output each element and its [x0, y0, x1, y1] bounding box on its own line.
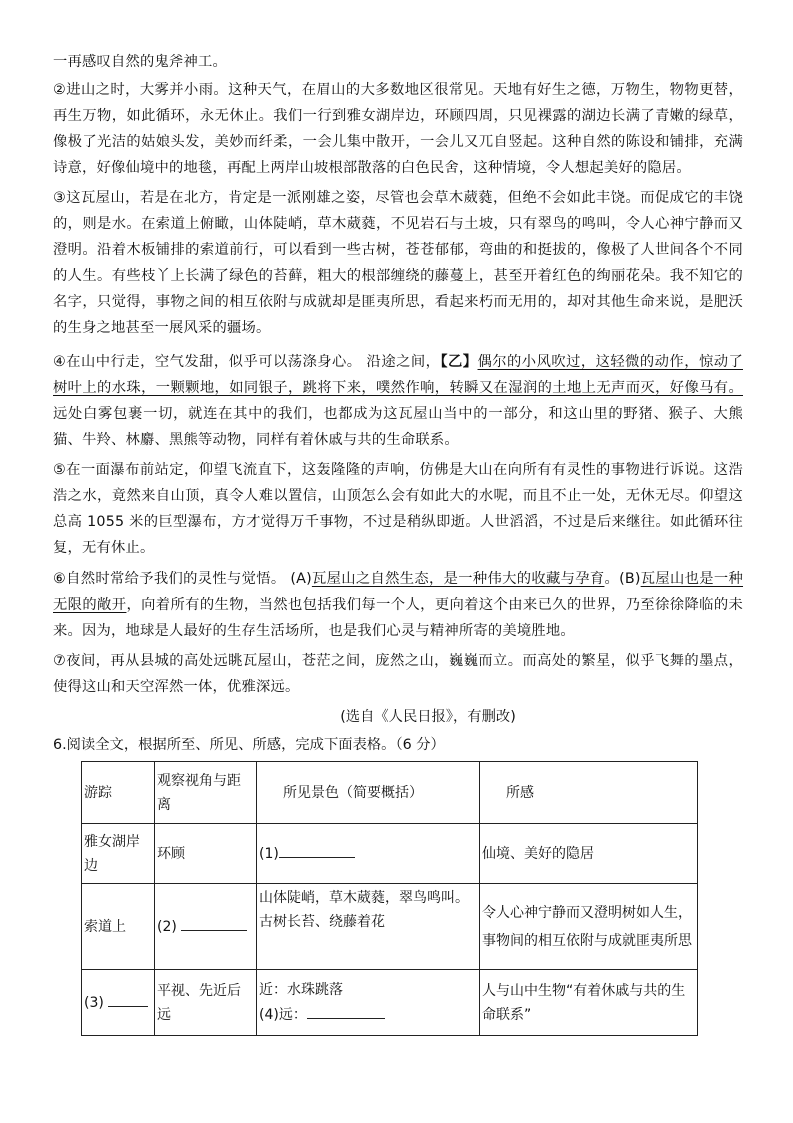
paragraph-4-mark-yi: 【乙】 [440, 354, 478, 370]
paragraph-2: ②进山之时，大雾并小雨。这种天气，在眉山的大多数地区很常见。天地有好生之德，万物生，物物更替，再生万物，如此循环，永无休止。我们一行到雅女湖岸边，环顾四周，只见裸露的湖边长满了青嫩的绿草，像极了光洁的姑娘头发，美妙而纤柔，一会儿集中散开，一会儿又兀自竖起。这种自然的陈设和铺排，充满诗意，好像仙境中的地毯，再配上两岸山坡根部散落的白色民舍，这种情境，令人想起美好的隐居。 [53, 82, 743, 176]
row2-feeling-line2: 事物间的相互依附与成就匪夷所思 [482, 932, 692, 949]
row1-place: 雅女湖岸边 [82, 824, 155, 884]
row3-scene [257, 970, 480, 1036]
row3-view: 平视、先近后远 [155, 970, 257, 1036]
paragraph-7: ⑦夜间，再从县城的高处远眺瓦屋山，苍茫之间，庞然之山，巍巍而立。而高处的繁星，似乎飞舞的墨点，使得这山和天空浑然一体，优雅深远。 [53, 653, 743, 695]
table-row [82, 884, 698, 970]
row3-feeling [480, 970, 698, 1036]
blank-2-label: (2) [157, 919, 177, 935]
answer-blank-4[interactable] [307, 1002, 385, 1019]
answer-table [81, 761, 698, 1036]
paragraph-3: ③这瓦屋山，若是在北方，肯定是一派刚雄之姿，尽管也会草木葳蕤，但绝不会如此丰饶。而促成它的丰饶的，则是水。在索道上俯瞰，山体陡峭，草木葳蕤，不见岩石与土坡，只有翠鸟的鸣叫，令人心神宁静而又澄明。沿着木板铺排的索道前行，可以看到一些古树，苍苍郁郁，弯曲的和挺拔的，像极了人世间各个不同的人生。有些枝丫上长满了绿色的苔藓，粗大的根部缠绕的藤蔓上，甚至开着红色的绚丽花朵。我不知它的名字，只觉得，事物之间的相互依附与成就却是匪夷所思，看起来朽而无用的，却对其他生命来说，是肥沃的生身之地甚至一展风采的疆场。 [53, 190, 743, 336]
table-header-row [82, 762, 698, 824]
paragraph-1-end: 一再感叹自然的鬼斧神工。 [53, 54, 227, 70]
row1-feeling: 仙境、美好的隐居 [480, 824, 698, 884]
row3-feeling-line1: 人与山中生物“有着休戚与共的生 [482, 982, 686, 999]
row2-scene-line1: 山体陡峭，草木葳蕤，翠鸟鸣叫。 [259, 890, 469, 906]
header-place: 游踪 [82, 762, 155, 824]
paragraph-4-text-b: 远处白雾包裹一切，就连在其中的我们，也都成为这瓦屋山当中的一部分，和这山里的野猪、猴子、大熊猫、牛羚、林麝、黑熊等动物，同样有着休戚与共的生命联系。 [53, 406, 743, 448]
paragraph-6-text-c: ，向着所有的生物，当然也包括我们每一个人，更向着这个由来已久的世界，乃至徐徐降临的未来。因为，地球是人最好的生存生活场所，也是我们心灵与精神所寄的美境胜地。 [53, 597, 744, 639]
table-row [82, 970, 698, 1036]
row2-place: 索道上 [82, 884, 155, 970]
row3-near: 近：水珠跳落 [259, 982, 343, 998]
source-citation: (选自《人民日报》，有删改) [340, 709, 516, 725]
row3-far [259, 1002, 477, 1027]
answer-blank-3[interactable] [108, 990, 148, 1007]
answer-blank-2[interactable] [181, 914, 247, 931]
blank-3-label: (3) [84, 995, 104, 1011]
paragraph-4-text-a: ④在山中行走，空气发甜，似乎可以荡涤身心。 沿途之间， [53, 354, 441, 370]
row3-feeling-line2: 命联系” [482, 1006, 532, 1023]
paragraph-6 [53, 566, 743, 644]
header-view: 观察视角与距离 [155, 762, 257, 824]
paragraph-6-underlined-a: 瓦屋山之自然生态，是一种伟大的收藏与孕育 [311, 571, 605, 587]
paragraph-6-underlined-b: 瓦屋山也是一种无限的敞开 [53, 571, 744, 613]
row2-scene-line2: 古树长苔、绕藤着花 [259, 914, 385, 930]
blank-4-label: (4)远： [259, 1007, 307, 1023]
paragraph-4-underlined-sentence: 偶尔的小风吹过，这轻微的动作，惊动了树叶上的水珠，一颗颗地，如同银子，跳将下来，噗然作响，转瞬又在湿润的土地上无声而灭，好像马有。 [53, 354, 743, 396]
header-scene: 所见景色（简要概括） [257, 762, 480, 824]
row1-scene [257, 824, 480, 884]
row1-view: 环顾 [155, 824, 257, 884]
table-row [82, 824, 698, 884]
paragraph-6-text-b: 。(B) [604, 571, 641, 587]
paragraph-6-text-a: ⑥自然时常给予我们的灵性与觉悟。 (A) [53, 571, 312, 587]
answer-blank-1[interactable] [279, 841, 355, 858]
row2-view [155, 884, 257, 970]
paragraph-4 [53, 349, 743, 453]
row2-scene [257, 884, 480, 970]
row3-place [82, 970, 155, 1036]
blank-1-label: (1) [259, 846, 279, 862]
question-6: 6.阅读全文，根据所至、所见、所感，完成下面表格。（6 分） [53, 737, 445, 753]
header-feeling: 所感 [480, 762, 698, 824]
row2-feeling-line1: 令人心神宁静而又澄明树如人生， [482, 904, 692, 921]
paragraph-5: ⑤在一面瀑布前站定，仰望飞流直下，这轰隆隆的声响，仿佛是大山在向所有有灵性的事物进行诉说。这浩浩之水，竟然来自山顶，真令人难以置信，山顶怎么会有如此大的水呢，而且不止一处，无休无尽。仰望这总高 1055 米的巨型瀑布，方才觉得万千事物，不过是稍纵即逝。人世滔滔，不过是后来继往。如此循环往复，无有休止。 [53, 462, 743, 556]
row2-feeling [480, 884, 698, 970]
